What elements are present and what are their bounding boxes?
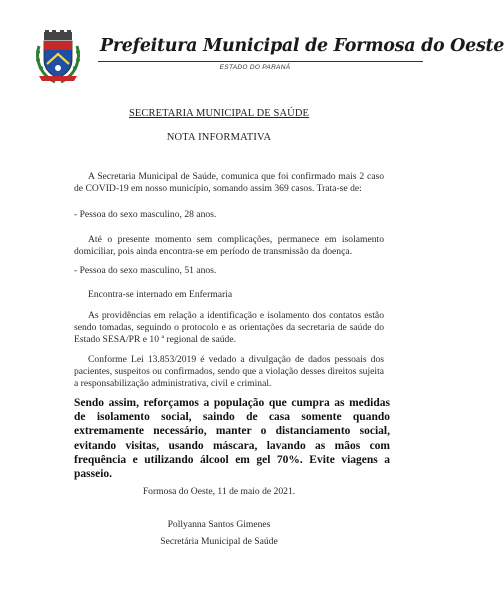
emphasis-paragraph: Sendo assim, reforçamos a população que cumpra as medidas de isolamento social, saindo de casa somente quando extremamente necessário, manter o distanciamento social, evitando visitas, usando máscara, lavando as mãos com frequência e utilizando álcool em gel 70%. Evite viagens a passeio. bbox=[74, 397, 390, 481]
paragraph-case-2-status: Encontra-se internado em Enfermaria bbox=[88, 289, 233, 300]
signer-name: Pollyanna Santos Gimenes bbox=[167, 519, 271, 530]
document-title: NOTA INFORMATIVA bbox=[166, 132, 272, 143]
paragraph-case-1: - Pessoa do sexo masculino, 28 anos. bbox=[74, 209, 217, 220]
coat-of-arms-icon bbox=[35, 30, 81, 84]
paragraph-announcement: A Secretaria Municipal de Saúde, comunica que foi confirmado mais 2 caso de COVID-19 em nosso município, somando assim 369 casos. Trata-se de: bbox=[74, 171, 384, 194]
paragraph-privacy-law: Conforme Lei 13.853/2019 é vedado a divulgação de dados pessoais dos pacientes, suspeitos ou confirmados, sendo que a violação desses direitos sujeita a responsabilização administrativa, civil e criminal. bbox=[74, 354, 384, 389]
title-underline bbox=[98, 61, 423, 62]
letterhead bbox=[0, 0, 504, 80]
organization-title: Prefeitura Municipal de Formosa do Oeste bbox=[100, 36, 504, 56]
department-heading: SECRETARIA MUNICIPAL DE SAÚDE bbox=[128, 108, 310, 119]
state-label: ESTADO DO PARANÁ bbox=[219, 64, 291, 71]
paragraph-case-1-status: Até o presente momento sem complicações, permanece em isolamento domiciliar, pois ainda encontra-se em período de transmissão da doença. bbox=[74, 234, 384, 257]
paragraph-case-2: - Pessoa do sexo masculino, 51 anos. bbox=[74, 265, 217, 276]
signer-role: Secretária Municipal de Saúde bbox=[160, 536, 278, 547]
place-date: Formosa do Oeste, 11 de maio de 2021. bbox=[142, 486, 296, 497]
paragraph-contact-tracing: As providências em relação a identificação e isolamento dos contatos estão sendo tomadas, seguindo o protocolo e as orientações da secretaria de saúde do Estado SESA/PR e 10 ª regional de saúde. bbox=[74, 310, 384, 345]
